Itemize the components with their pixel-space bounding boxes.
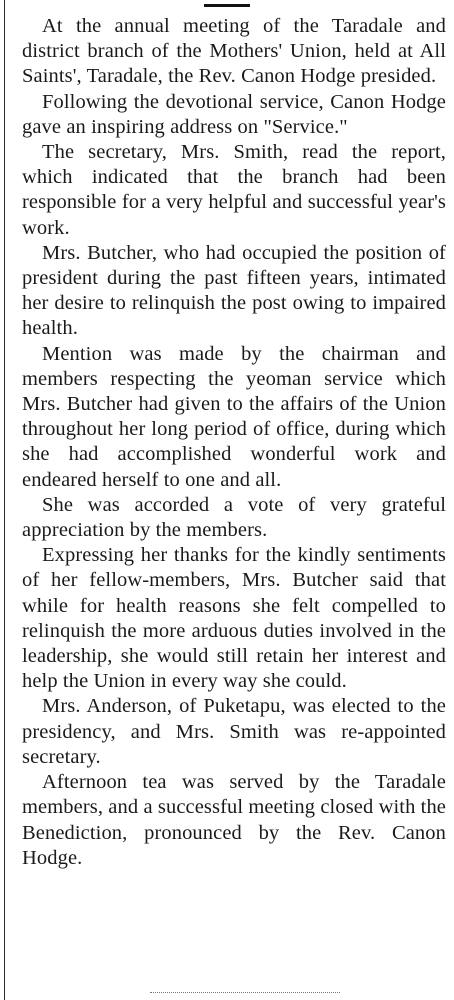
column-rule-left	[4, 0, 5, 1000]
paragraph-secretary-report: The secretary, Mrs. Smith, read the report, which indicated that the branch had been responsible for a very helpful and successful year's work.	[22, 141, 446, 239]
article-separator-top	[204, 4, 250, 7]
paragraph-tribute: Mention was made by the chairman and members respecting the yeoman service which Mrs. Butcher had given to the affairs of the Union throughout her long period of office, during which she had accomplished wonderful work and endeared herself to one and all.	[22, 342, 446, 491]
paragraph-vote-of-thanks: She was accorded a vote of very grateful appreciation by the members.	[22, 493, 446, 542]
paragraph-butcher-response: Expressing her thanks for the kindly sentiments of her fellow-members, Mrs. Butcher said that while for health reasons she felt compelled to relinquish the more arduous duties involved in the leadership, she would still retain her interest and help the Union in every way she could.	[22, 544, 446, 693]
article-body	[22, 14, 446, 871]
article-separator-bottom	[150, 992, 340, 993]
paragraph-elections: Mrs. Anderson, of Puketapu, was elected to the presidency, and Mrs. Smith was re-appointed secretary.	[22, 695, 446, 768]
paragraph-president-resignation: Mrs. Butcher, who had occupied the position of president during the past fifteen years, intimated her desire to relinquish the post owing to impaired health.	[22, 241, 446, 340]
paragraph-meeting-intro: At the annual meeting of the Taradale and district branch of the Mothers' Union, held at All Saints', Taradale, the Rev. Canon Hodge presided.	[22, 15, 446, 88]
paragraph-closing: Afternoon tea was served by the Taradale members, and a successful meeting closed with the Benediction, pronounced by the Rev. Canon Hodge.	[22, 771, 446, 869]
paragraph-devotional-service: Following the devotional service, Canon Hodge gave an inspiring address on "Service."	[22, 90, 446, 138]
